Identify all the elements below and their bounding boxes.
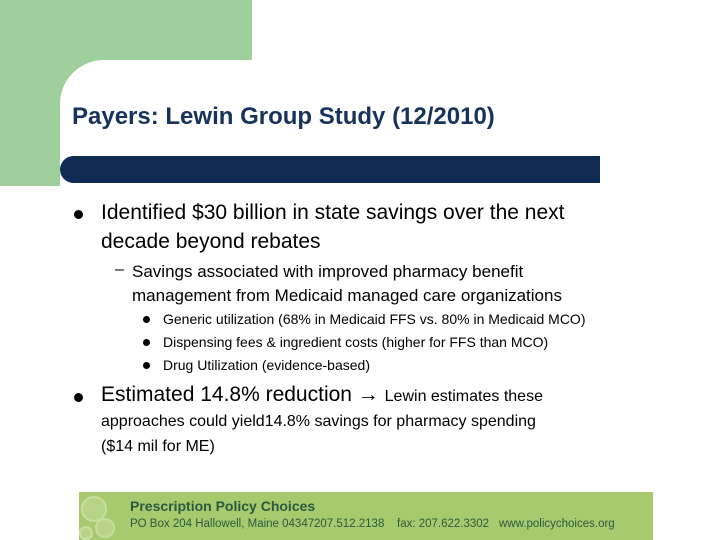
footer-fax: fax: 207.622.3302 [397, 518, 490, 530]
bullet-1-line-2: decade beyond rebates [101, 230, 321, 253]
footer-website: www.policychoices.org [499, 518, 615, 530]
bullet-2-lead-main: Estimated 14.8% reduction → [101, 383, 385, 406]
bullet-icon [74, 210, 83, 219]
bullet-icon [143, 339, 150, 346]
list-item-generic-utilization: Generic utilization (68% in Medicaid FFS vs. 80% in Medicaid MCO) [163, 311, 586, 327]
bullet-2-lead-tail: Lewin estimates these [384, 388, 543, 405]
bullet-2-lead [101, 380, 543, 412]
bullet-2-line-2: approaches could yield14.8% savings for pharmacy spending [101, 413, 536, 430]
bullet-1-line-1: Identified $30 billion in state savings over the next [101, 201, 565, 224]
bullet-2-line-3: ($14 mil for ME) [101, 438, 215, 455]
bullet-icon [143, 316, 150, 323]
sub-bullet-line-2: management from Medicaid managed care organizations [132, 286, 562, 305]
decorative-circle-icon [79, 526, 93, 540]
title-underline-bar [60, 156, 600, 183]
bullet-icon [143, 362, 150, 369]
footer-address: PO Box 204 Hallowell, Maine 04347 [130, 518, 315, 530]
dash-icon: – [115, 261, 124, 278]
bullet-icon [74, 393, 83, 402]
footer-banner [79, 492, 653, 540]
footer-phone: 207.512.2138 [314, 518, 385, 530]
slide-title: Payers: Lewin Group Study (12/2010) [72, 103, 495, 130]
list-item-drug-utilization: Drug Utilization (evidence-based) [163, 357, 370, 373]
decorative-circle-icon [95, 518, 115, 538]
list-item-dispensing-fees: Dispensing fees & ingredient costs (higher for FFS than MCO) [163, 334, 549, 350]
footer-org-name: Prescription Policy Choices [130, 498, 316, 514]
sub-bullet-line-1: Savings associated with improved pharmacy benefit [132, 262, 524, 281]
